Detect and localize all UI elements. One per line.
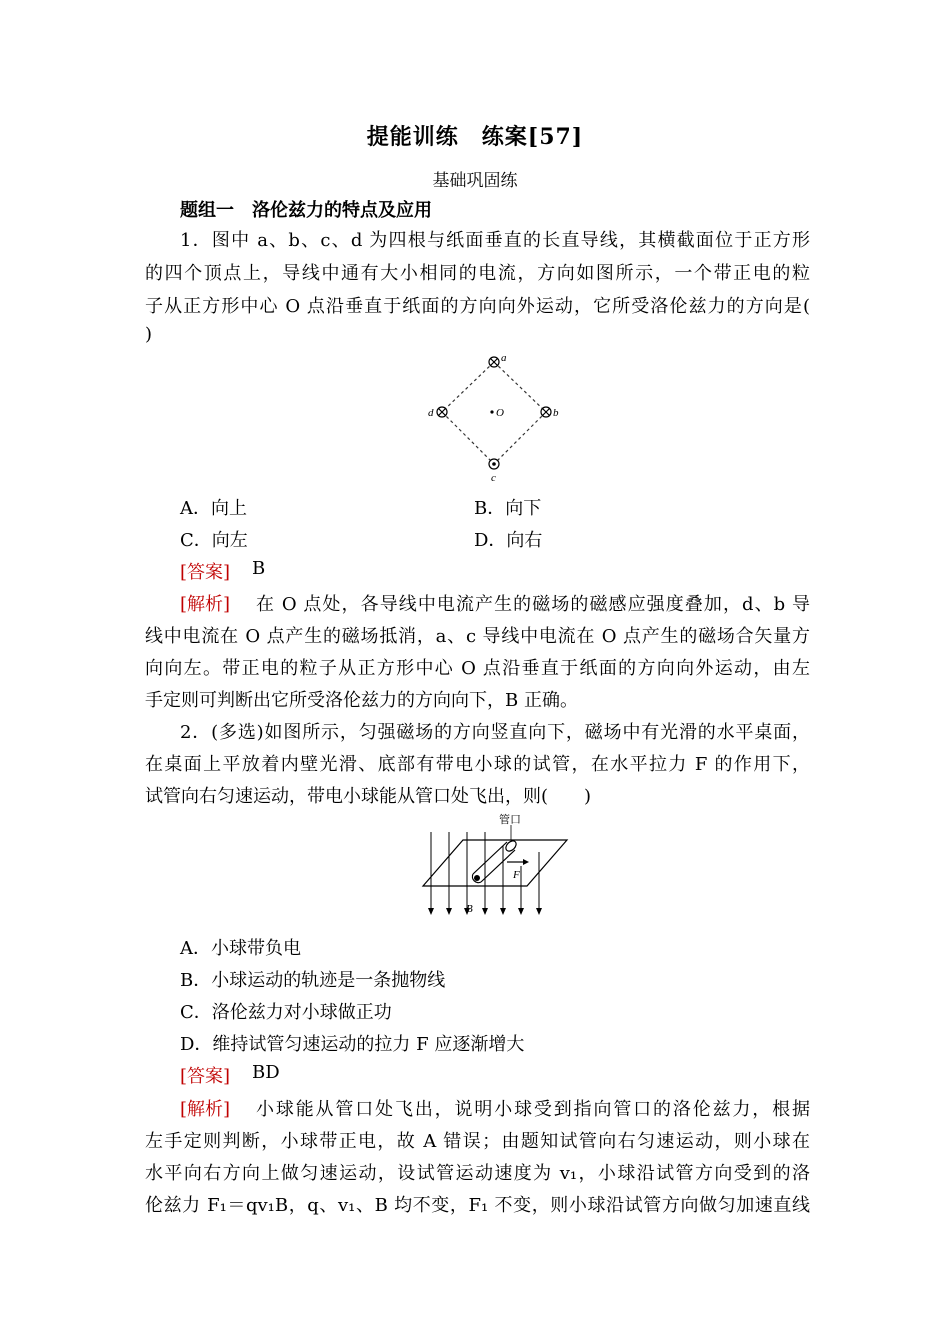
wire-d-into-page-icon — [437, 407, 447, 417]
q1-option-b: B．向下 — [474, 498, 542, 519]
q2-option-a: A．小球带负电 — [180, 938, 301, 959]
force-arrowhead — [523, 859, 529, 865]
q2-stem-line: 2．(多选)如图所示，匀强磁场的方向竖直向下，磁场中有光滑的水平桌面， — [180, 722, 810, 743]
q2-analysis-line: 左手定则判断，小球带正电，故 A 错误；由题知试管向右匀速运动，则小球在 — [145, 1131, 810, 1152]
q2-stem-line: 试管向右匀速运动，带电小球能从管口处飞出，则( ) — [145, 786, 592, 807]
q1-option-c: C．向左 — [180, 530, 248, 551]
q1-answer-tag: [答案] — [180, 562, 231, 583]
q2-analysis-line: 小球能从管口处飞出，说明小球受到指向管口的洛伦兹力，根据 — [256, 1099, 810, 1120]
q2-tube-diagram — [415, 812, 575, 922]
label-a: a — [501, 352, 507, 364]
dashed-square — [442, 362, 546, 464]
q1-analysis-line: 线中电流在 O 点产生的磁场抵消，a、c 导线中电流在 O 点产生的磁场合矢量方 — [145, 626, 810, 647]
q2-analysis-line: 伦兹力 F₁＝qv₁B，q、v₁、B 均不变，F₁ 不变，则小球沿试管方向做匀加速直线 — [145, 1195, 810, 1216]
group-heading: 题组一 洛伦兹力的特点及应用 — [180, 200, 432, 221]
center-point — [490, 410, 493, 413]
label-force: F — [513, 869, 520, 881]
q1-analysis-line: 手定则可判断出它所受洛伦兹力的方向向下，B 正确。 — [145, 690, 578, 711]
q2-answer: BD — [252, 1062, 280, 1083]
q1-stem-line: 1．图中 a、b、c、d 为四根与纸面垂直的长直导线，其横截面位于正方形 — [180, 230, 810, 251]
q1-stem-line: 的四个顶点上，导线中通有大小相同的电流，方向如图所示，一个带正电的粒 — [145, 263, 810, 284]
q2-analysis-tag: [解析] — [180, 1099, 231, 1120]
label-b: b — [553, 407, 559, 419]
charged-ball — [474, 875, 480, 881]
label-c: c — [491, 472, 496, 484]
label-o: O — [496, 407, 504, 419]
page-subtitle: 基础巩固练 — [432, 171, 518, 191]
q2-stem-line: 在桌面上平放着内壁光滑、底部有带电小球的试管，在水平拉力 F 的作用下， — [145, 754, 810, 775]
q1-analysis-line: 在 O 点处，各导线中电流产生的磁场的磁感应强度叠加，d、b 导 — [256, 594, 810, 615]
tabletop — [423, 840, 567, 886]
q1-stem-line: 子从正方形中心 O 点沿垂直于纸面的方向向外运动，它所受洛伦兹力的方向是( — [145, 296, 810, 317]
q2-analysis-line: 水平向右方向上做匀速运动，设试管运动速度为 v₁，小球沿试管方向受到的洛 — [145, 1163, 810, 1184]
page-title: 提能训练 练案[57] — [366, 124, 584, 150]
q1-analysis-tag: [解析] — [180, 594, 231, 615]
q1-analysis-line: 向向左。带正电的粒子从正方形中心 O 点沿垂直于纸面的方向向外运动，由左 — [145, 658, 810, 679]
test-tube — [472, 839, 518, 883]
q2-option-b: B．小球运动的轨迹是一条抛物线 — [180, 970, 446, 991]
q1-stem-line: ) — [145, 324, 153, 345]
q1-answer: B — [252, 558, 266, 579]
q2-option-d: D．维持试管匀速运动的拉力 F 应逐渐增大 — [180, 1034, 525, 1055]
wire-a-into-page-icon — [489, 357, 499, 367]
label-mouth: 管口 — [499, 813, 521, 826]
q1-option-a: A．向上 — [180, 498, 247, 519]
label-d: d — [428, 407, 434, 419]
magnetic-field-lines — [431, 832, 539, 910]
field-arrowheads — [428, 908, 542, 915]
wire-b-into-page-icon — [541, 407, 551, 417]
q1-square-diagram — [420, 350, 580, 485]
q2-option-c: C．洛伦兹力对小球做正功 — [180, 1002, 392, 1023]
label-field: B — [466, 903, 473, 915]
q1-option-d: D．向右 — [474, 530, 543, 551]
q2-answer-tag: [答案] — [180, 1066, 231, 1087]
wire-c-out-of-page-icon — [489, 459, 499, 469]
